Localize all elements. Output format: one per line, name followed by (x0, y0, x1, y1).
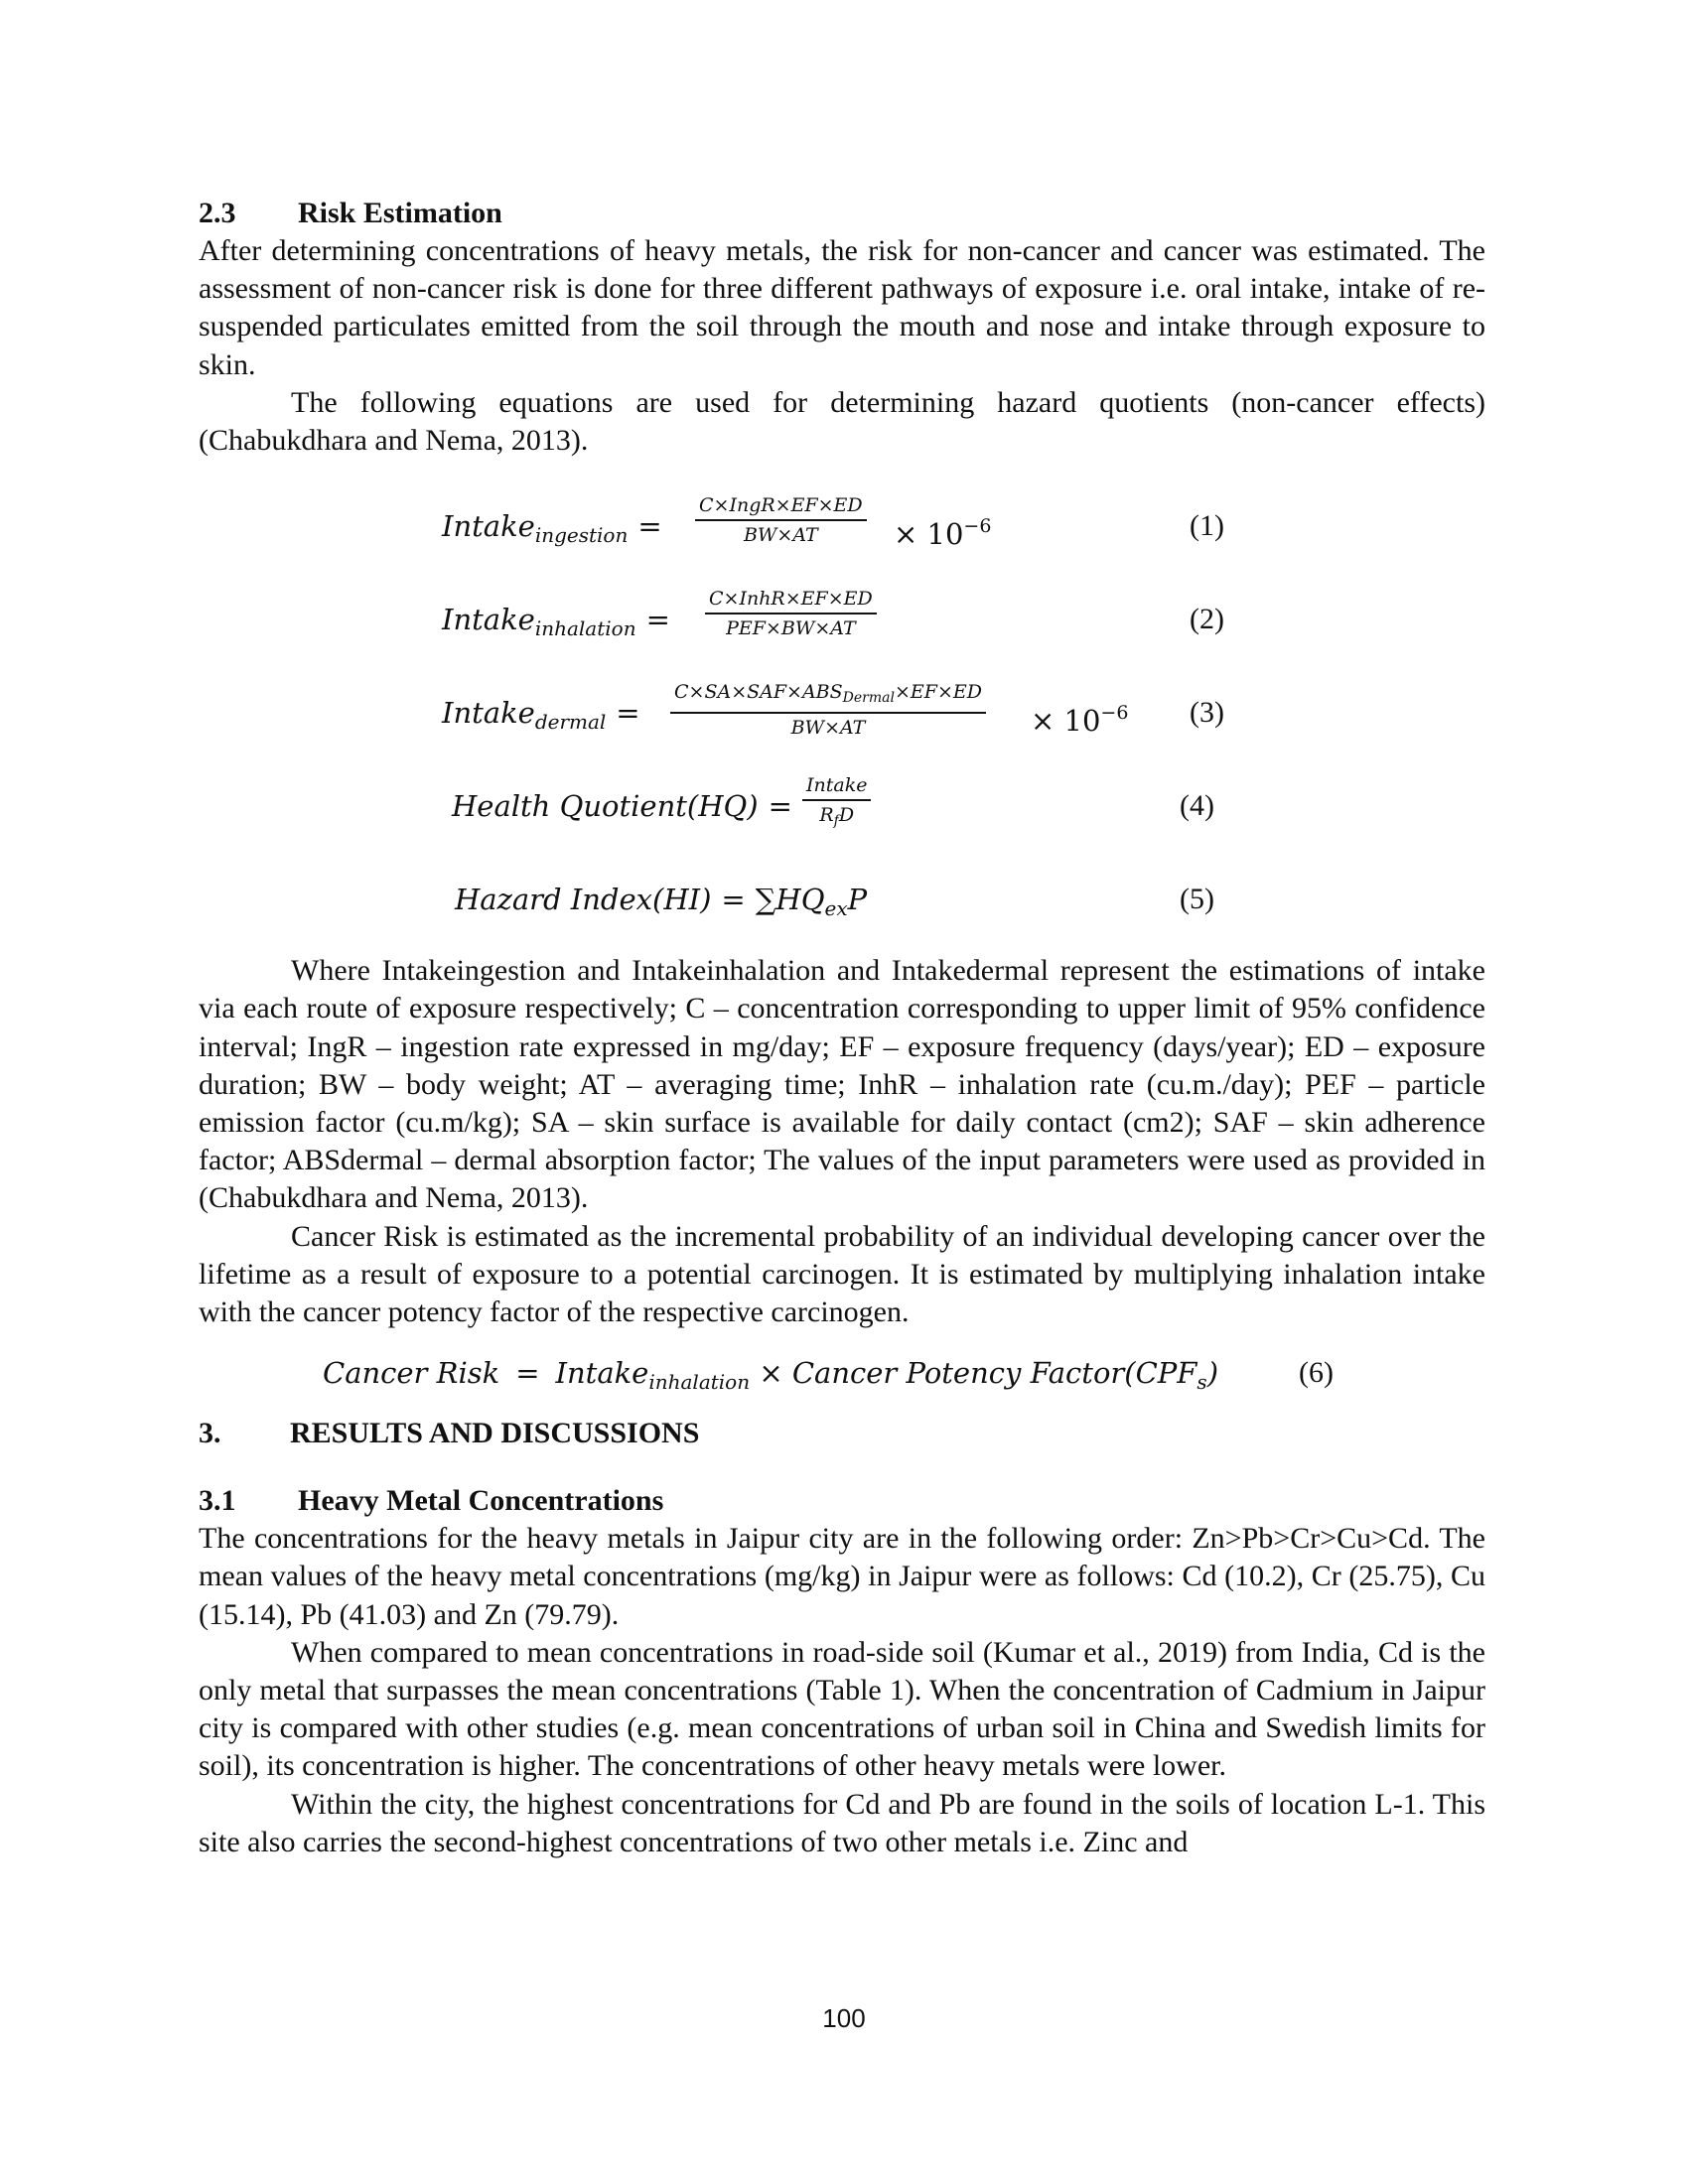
equation-number: (4) (1180, 789, 1214, 823)
equation-number: (1) (1190, 509, 1224, 543)
equation-fraction: $C\times SA\times SAF\times ABS_{Dermal}\times EF\times ED$ BW×AT (670, 678, 986, 742)
page-number: 100 (822, 2003, 866, 2033)
equation-fraction: Intake $R_fD$ (802, 771, 871, 835)
equation-number: (5) (1180, 883, 1214, 916)
equation-4 (199, 759, 1485, 853)
equation-fraction: C×InhR×EF×ED PEF×BW×AT (705, 585, 877, 642)
section-number: 2.3 (199, 197, 236, 229)
equation-2 (199, 573, 1485, 666)
equation-3 (199, 666, 1485, 759)
section-title: Heavy Metal Concentrations (298, 1484, 664, 1518)
paragraph: The concentrations for the heavy metals in Jaipur city are in the following order: Zn>Pb>Cr>Cu>Cd. The mean values of the heavy metal concentrations (mg/kg) in Jaipur were as follows: Cd (10.2), Cr (25.75), Cu (15.14), Pb (41.03) and Zn (79.79). (199, 1522, 1485, 1631)
equation-factor: × $10^{-6}$ (1031, 702, 1129, 739)
section-number: 3.1 (199, 1484, 236, 1518)
paragraph: Where Intakeingestion and Intakeinhalation and Intakedermal represent the estimations of intake via each route of exposure respectively; C – concentration corresponding to upper limit of 95% confidence interval; IngR – ingestion rate expressed in mg/day; EF – exposure frequency (days/year); ED – exposure duration; BW – body weight; AT – averaging time; InhR – inhalation rate (cu.m./day); PEF – particle emission factor (cu.m/kg); SA – skin surface is available for daily contact (cm2); SAF – skin adherence factor; ABSdermal – dermal absorption factor; The values of the input parameters were used as provided in (Chabukdhara and Nema, 2013). (199, 954, 1485, 1215)
equation-lhs: Intake$_{dermal}$ = (442, 696, 640, 735)
equation-fraction: C×IngR×EF×ED BW×AT (695, 491, 867, 549)
equation-1 (199, 479, 1485, 573)
section-title: Risk Estimation (298, 197, 502, 229)
equation-number: (6) (1299, 1356, 1334, 1390)
equation-lhs: Intake$_{inhalation}$ = (442, 603, 670, 641)
paragraph: After determining concentrations of heavy metals, the risk for non-cancer and cancer was estimated. The assessment of non-cancer risk is done for three different pathways of exposure i.e. oral intake, intake of re-suspended particulates emitted from the soil through the mouth and nose and intake through exposure to skin. (199, 234, 1485, 381)
equation-5 (199, 853, 1485, 946)
section-3-1-heading (199, 1482, 1485, 1520)
section-title: RESULTS AND DISCUSSIONS (290, 1417, 700, 1450)
section-number: 3. (199, 1417, 221, 1450)
paragraph: The following equations are used for determining hazard quotients (non-cancer effects) (Chabukdhara and Nema, 2013). (199, 385, 1485, 458)
equation-factor: × $10^{-6}$ (894, 515, 992, 552)
equation-lhs: Health Quotient(HQ) = (452, 789, 792, 824)
equation-number: (3) (1190, 696, 1224, 730)
equation-body: Cancer Risk = Intake$_{inhalation}$ × Cancer Potency $Factor(CPF_s)$ (323, 1356, 1219, 1395)
paragraph: Within the city, the highest concentrations for Cd and Pb are found in the soils of location L-1. This site also carries the second-highest concentrations of two other metals i.e. Zinc and (199, 1787, 1485, 1858)
equation-number: (2) (1190, 603, 1224, 636)
paragraph: Cancer Risk is estimated as the incremental probability of an individual developing cancer over the lifetime as a result of exposure to a potential carcinogen. It is estimated by multiplying inhalation intake with the cancer potency factor of the respective carcinogen. (199, 1219, 1485, 1329)
section-2-3-heading (199, 195, 1485, 232)
equation-body: Hazard Index(HI) = $\sum HQ_{ex}P$ (455, 883, 868, 921)
equation-lhs: Intake$_{ingestion}$ = (442, 509, 662, 548)
page-content (199, 195, 1485, 1861)
paragraph: When compared to mean concentrations in road-side soil (Kumar et al., 2019) from India, Cd is the only metal that surpasses the mean concentrations (Table 1). When the concentration of Cadmium in Jaipur city is compared with other studies (e.g. mean concentrations of urban soil in China and Swedish limits for soil), its concentration is higher. The concentrations of other heavy metals were lower. (199, 1635, 1485, 1783)
equation-6 (199, 1331, 1485, 1415)
